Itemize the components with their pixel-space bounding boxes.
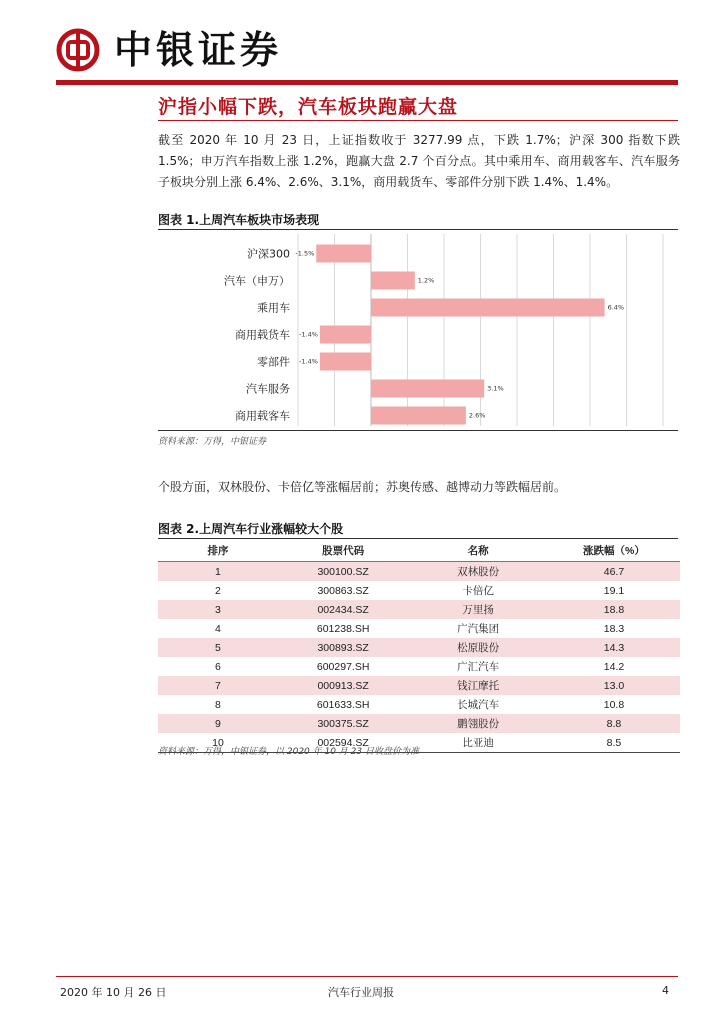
category-label: 汽车（申万） — [224, 274, 290, 288]
cell-rank: 7 — [158, 676, 278, 695]
table-title: 图表 2.上周汽车行业涨幅较大个股 — [158, 522, 344, 536]
table-source: 资料来源：万得，中银证券，以 2020 年 10 月 23 日收盘价为准 — [158, 747, 419, 757]
data-label: -1.4% — [299, 357, 318, 366]
top-gainers-table — [158, 540, 680, 753]
cell-name: 卡倍亿 — [462, 585, 494, 597]
table-header-row — [158, 540, 680, 562]
cell-code: 300100.SZ — [278, 562, 408, 582]
cell-name: 双林股份 — [408, 562, 548, 582]
cell-change: 10.8 — [603, 698, 625, 711]
category-label: 零部件 — [257, 355, 290, 369]
bar — [320, 353, 371, 371]
cell-change: 8.5 — [548, 733, 680, 753]
cell-name: 广汽集团 — [457, 623, 500, 635]
table-row — [158, 581, 680, 600]
cell-name: 钱江摩托 — [408, 676, 548, 695]
cell-code: 300375.SZ — [278, 714, 408, 733]
cell-rank: 6 — [215, 660, 221, 673]
cell-change: 14.2 — [603, 660, 625, 673]
figure1-title: 图表 1.上周汽车板块市场表现 — [158, 213, 320, 227]
chart-svg — [158, 230, 678, 430]
data-label: 6.4% — [607, 303, 625, 312]
bar — [320, 326, 371, 344]
category-label: 商用载客车 — [235, 409, 290, 423]
table-row — [158, 619, 680, 638]
cell-code: 300893.SZ — [278, 638, 408, 657]
cell-change: 14.3 — [548, 638, 680, 657]
cell-rank: 10 — [158, 733, 278, 753]
category-label: 商用载货车 — [235, 328, 290, 342]
header-rule — [56, 80, 678, 85]
bank-of-china-logo-icon — [56, 28, 100, 72]
brand-logo — [56, 28, 282, 72]
bar — [371, 380, 484, 398]
cell-name: 万里扬 — [408, 600, 548, 619]
cell-code: 300863.SZ — [317, 584, 369, 597]
figure1-bottom-rule — [158, 430, 678, 431]
footer-title: 汽车行业周报 — [328, 986, 394, 999]
data-label: 1.2% — [417, 276, 435, 285]
table-row — [158, 600, 680, 619]
category-label: 乘用车 — [257, 301, 290, 315]
cell-change: 46.7 — [548, 562, 680, 582]
cell-rank: 4 — [215, 622, 221, 635]
brand-name: 中银证券 — [114, 28, 283, 72]
footer-rule — [56, 976, 678, 977]
cell-name: 鹏翎股份 — [408, 714, 548, 733]
table-top-rule — [158, 538, 678, 539]
cell-rank: 3 — [158, 600, 278, 619]
data-label: 3.1% — [487, 384, 504, 393]
cell-code: 002594.SZ — [278, 733, 408, 753]
table-body — [158, 562, 680, 753]
cell-rank: 2 — [215, 584, 221, 597]
cell-name: 松原股份 — [408, 638, 548, 657]
header-change: 涨跌幅（%） — [548, 540, 680, 562]
cell-name: 长城汽车 — [457, 699, 500, 711]
bar — [371, 272, 415, 290]
cell-rank: 8 — [215, 698, 221, 711]
section-rule — [158, 120, 678, 121]
cell-rank: 9 — [158, 714, 278, 733]
cell-name: 广汇汽车 — [457, 661, 500, 673]
cell-change: 13.0 — [548, 676, 680, 695]
cell-code: 600297.SH — [316, 660, 370, 673]
category-label: 沪深300 — [247, 247, 290, 261]
category-label: 汽车服务 — [246, 382, 290, 396]
market-summary-paragraph: 截至 2020 年 10 月 23 日，上证指数收于 3277.99 点，下跌 1.7%；沪深 300 指数下跌 1.5%；申万汽车指数上涨 1.2%，跑赢大盘 2.7 个百分点。其中乘用车、商用载客车、汽车服务子板块分别上涨 6.4%、2.6%、3.1%，商用载货车、零部件分别下跌 1.4%、1.4%。 — [158, 133, 680, 189]
page-number: 4 — [662, 984, 669, 997]
cell-rank: 1 — [158, 562, 278, 582]
header-code: 股票代码 — [278, 540, 408, 562]
cell-rank: 5 — [158, 638, 278, 657]
bar — [316, 245, 371, 263]
table-row — [158, 676, 680, 695]
sector-performance-chart — [158, 230, 678, 430]
cell-change: 18.3 — [603, 622, 625, 635]
cell-code: 002434.SZ — [278, 600, 408, 619]
cell-change: 19.1 — [603, 584, 625, 597]
stock-summary-paragraph: 个股方面，双林股份、卡倍亿等涨幅居前；苏奥传感、越博动力等跌幅居前。 — [158, 480, 567, 494]
table-row — [158, 714, 680, 733]
cell-change: 18.8 — [548, 600, 680, 619]
data-label: 2.6% — [468, 411, 486, 420]
table-row — [158, 562, 680, 582]
header-name: 名称 — [408, 540, 548, 562]
bar — [371, 407, 466, 425]
bar — [371, 299, 605, 317]
figure1-source: 资料来源：万得，中银证券 — [158, 437, 267, 447]
table-row — [158, 638, 680, 657]
cell-code: 601633.SH — [316, 698, 370, 711]
table-row — [158, 657, 680, 676]
footer-date: 2020 年 10 月 26 日 — [60, 986, 167, 999]
cell-code: 601238.SH — [316, 622, 370, 635]
table-row — [158, 695, 680, 714]
data-label: -1.4% — [299, 330, 318, 339]
section-title: 沪指小幅下跌，汽车板块跑赢大盘 — [158, 96, 459, 118]
cell-code: 000913.SZ — [278, 676, 408, 695]
data-label: -1.5% — [295, 249, 315, 258]
cell-name: 比亚迪 — [408, 733, 548, 753]
header-rank: 排序 — [158, 540, 278, 562]
cell-change: 8.8 — [548, 714, 680, 733]
